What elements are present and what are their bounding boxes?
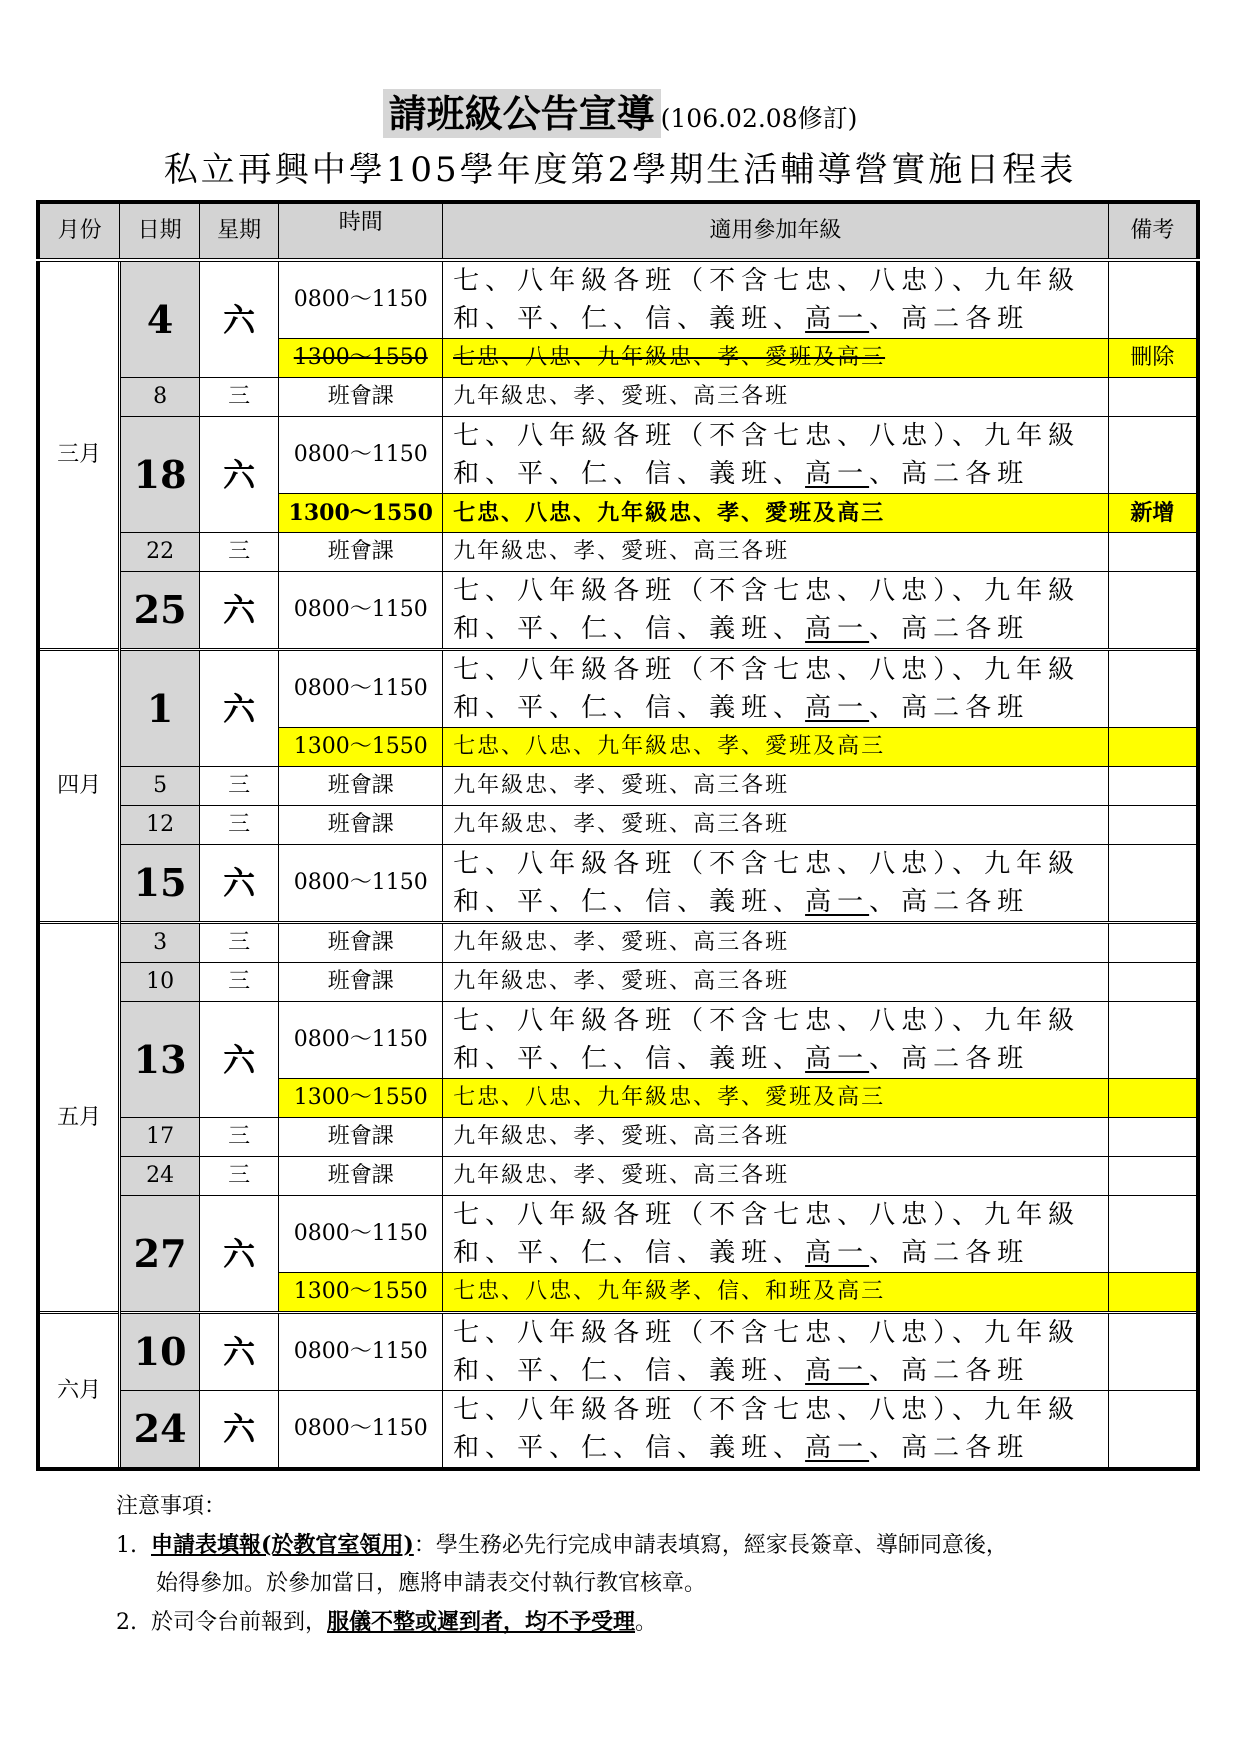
time-cell: 1300～1550	[279, 728, 443, 767]
table-row	[38, 1196, 1198, 1273]
weekday-cell: 三	[199, 1118, 279, 1157]
grade-cell: 七、八年級各班（不含七忠、八忠）、九年級 和、平、仁、信、義班、高一、高二各班	[443, 1002, 1109, 1079]
grade-cell: 七、八年級各班（不含七忠、八忠）、九年級 和、平、仁、信、義班、高一、高二各班	[443, 1313, 1109, 1391]
weekday-cell: 三	[199, 963, 279, 1002]
remark-cell	[1108, 923, 1198, 963]
grade-cell: 九年級忠、孝、愛班、高三各班	[443, 806, 1109, 845]
table-header-row	[38, 202, 1198, 260]
time-cell: 班會課	[279, 767, 443, 806]
grade-cell: 九年級忠、孝、愛班、高三各班	[443, 963, 1109, 1002]
weekday-cell: 六	[199, 1002, 279, 1118]
table-row	[38, 923, 1198, 963]
grade-cell: 七忠、八忠、九年級孝、信、和班及高三	[443, 1273, 1109, 1313]
note-item-2: 2. 於司令台前報到，服儀不整或遲到者，均不予受理。	[116, 1609, 658, 1635]
weekday-cell: 六	[199, 1196, 279, 1313]
time-cell: 1300～1550	[279, 1273, 443, 1313]
grade-cell: 九年級忠、孝、愛班、高三各班	[443, 1157, 1109, 1196]
date-cell: 24	[120, 1391, 200, 1470]
weekday-cell: 三	[199, 806, 279, 845]
grade-cell: 七、八年級各班（不含七忠、八忠）、九年級 和、平、仁、信、義班、高一、高二各班	[443, 572, 1109, 650]
notes-section	[116, 1488, 1196, 1642]
table-row	[38, 1313, 1198, 1391]
weekday-cell: 三	[199, 767, 279, 806]
time-cell: 0800～1150	[279, 1313, 443, 1391]
grade-cell: 七忠、八忠、九年級忠、孝、愛班及高三	[443, 728, 1109, 767]
month-cell-april: 四月	[38, 650, 120, 923]
weekday-cell: 六	[199, 1313, 279, 1391]
page-subtitle: 私立再興中學105學年度第2學期生活輔導營實施日程表	[163, 150, 1077, 190]
table-row	[38, 378, 1198, 417]
grade-cell: 九年級忠、孝、愛班、高三各班	[443, 923, 1109, 963]
table-row	[38, 1118, 1198, 1157]
time-cell: 0800～1150	[279, 650, 443, 728]
header-month: 月份	[38, 202, 120, 260]
remark-cell: 刪除	[1108, 339, 1198, 378]
remark-cell	[1108, 650, 1198, 728]
time-cell: 班會課	[279, 1157, 443, 1196]
table-row	[38, 1391, 1198, 1470]
remark-cell	[1108, 806, 1198, 845]
schedule-table	[36, 200, 1200, 1471]
page-title	[0, 88, 1240, 145]
date-cell: 1	[120, 650, 200, 767]
month-cell-june: 六月	[38, 1313, 120, 1470]
month-cell-may: 五月	[38, 923, 120, 1313]
date-cell: 4	[120, 260, 200, 378]
weekday-cell: 三	[199, 923, 279, 963]
table-row	[38, 417, 1198, 494]
remark-cell	[1108, 767, 1198, 806]
remark-cell	[1108, 533, 1198, 572]
grade-cell: 七、八年級各班（不含七忠、八忠）、九年級 和、平、仁、信、義班、高一、高二各班	[443, 1391, 1109, 1470]
notes-heading: 注意事項：	[116, 1494, 227, 1519]
weekday-cell: 六	[199, 260, 279, 378]
table-row	[38, 806, 1198, 845]
remark-cell: 新增	[1108, 494, 1198, 533]
month-cell-march: 三月	[38, 260, 120, 650]
date-cell: 10	[120, 963, 200, 1002]
weekday-cell: 三	[199, 1157, 279, 1196]
table-row	[38, 1157, 1198, 1196]
remark-cell	[1108, 1157, 1198, 1196]
time-cell: 班會課	[279, 806, 443, 845]
date-cell: 18	[120, 417, 200, 533]
weekday-cell: 六	[199, 845, 279, 923]
remark-cell	[1108, 1391, 1198, 1470]
date-cell: 12	[120, 806, 200, 845]
remark-cell	[1108, 1002, 1198, 1079]
remark-cell	[1108, 378, 1198, 417]
table-row	[38, 845, 1198, 923]
weekday-cell: 六	[199, 650, 279, 767]
date-cell: 27	[120, 1196, 200, 1313]
table-row	[38, 1002, 1198, 1079]
header-weekday: 星期	[199, 202, 279, 260]
time-cell: 班會課	[279, 378, 443, 417]
grade-cell: 七忠、八忠、九年級忠、孝、愛班及高三	[443, 339, 1109, 378]
time-cell: 1300～1550	[279, 339, 443, 378]
remark-cell	[1108, 572, 1198, 650]
revision-date: (106.02.08修訂)	[660, 104, 858, 133]
grade-cell: 七、八年級各班（不含七忠、八忠）、九年級 和、平、仁、信、義班、高一、高二各班	[443, 845, 1109, 923]
time-cell: 0800～1150	[279, 845, 443, 923]
date-cell: 15	[120, 845, 200, 923]
remark-cell	[1108, 1118, 1198, 1157]
time-cell: 0800～1150	[279, 572, 443, 650]
remark-cell	[1108, 417, 1198, 494]
date-cell: 25	[120, 572, 200, 650]
header-remark: 備考	[1108, 202, 1198, 260]
weekday-cell: 六	[199, 572, 279, 650]
remark-cell	[1108, 1273, 1198, 1313]
time-cell: 1300～1550	[279, 494, 443, 533]
grade-cell: 七忠、八忠、九年級忠、孝、愛班及高三	[443, 1079, 1109, 1118]
date-cell: 13	[120, 1002, 200, 1118]
time-cell: 0800～1150	[279, 260, 443, 339]
header-time: 時間	[279, 202, 443, 260]
time-cell: 0800～1150	[279, 1196, 443, 1273]
weekday-cell: 三	[199, 378, 279, 417]
date-cell: 5	[120, 767, 200, 806]
title-highlight: 請班級公告宣導	[383, 89, 661, 138]
header-grade: 適用參加年級	[443, 202, 1109, 260]
date-cell: 3	[120, 923, 200, 963]
time-cell: 班會課	[279, 963, 443, 1002]
date-cell: 24	[120, 1157, 200, 1196]
remark-cell	[1108, 1313, 1198, 1391]
remark-cell	[1108, 728, 1198, 767]
date-cell: 22	[120, 533, 200, 572]
table-row	[38, 260, 1198, 339]
time-cell: 1300～1550	[279, 1079, 443, 1118]
remark-cell	[1108, 1196, 1198, 1273]
weekday-cell: 六	[199, 417, 279, 533]
grade-cell: 九年級忠、孝、愛班、高三各班	[443, 1118, 1109, 1157]
remark-cell	[1108, 1079, 1198, 1118]
grade-cell: 七、八年級各班（不含七忠、八忠）、九年級 和、平、仁、信、義班、高一、高二各班	[443, 417, 1109, 494]
time-cell: 0800～1150	[279, 1391, 443, 1470]
time-cell: 班會課	[279, 923, 443, 963]
grade-cell: 九年級忠、孝、愛班、高三各班	[443, 533, 1109, 572]
grade-cell: 七、八年級各班（不含七忠、八忠）、九年級 和、平、仁、信、義班、高一、高二各班	[443, 650, 1109, 728]
date-cell: 8	[120, 378, 200, 417]
header-date: 日期	[120, 202, 200, 260]
grade-cell: 七、八年級各班（不含七忠、八忠）、九年級 和、平、仁、信、義班、高一、高二各班	[443, 1196, 1109, 1273]
table-row	[38, 572, 1198, 650]
time-cell: 0800～1150	[279, 417, 443, 494]
remark-cell	[1108, 260, 1198, 339]
time-cell: 班會課	[279, 533, 443, 572]
grade-cell: 七、八年級各班（不含七忠、八忠）、九年級 和、平、仁、信、義班、高一、高二各班	[443, 260, 1109, 339]
table-row	[38, 650, 1198, 728]
time-cell: 0800～1150	[279, 1002, 443, 1079]
grade-cell: 九年級忠、孝、愛班、高三各班	[443, 378, 1109, 417]
time-cell: 班會課	[279, 1118, 443, 1157]
grade-cell: 七忠、八忠、九年級忠、孝、愛班及高三	[443, 494, 1109, 533]
weekday-cell: 三	[199, 533, 279, 572]
table-row	[38, 963, 1198, 1002]
date-cell: 17	[120, 1118, 200, 1157]
weekday-cell: 六	[199, 1391, 279, 1470]
note-item-1: 1. 申請表填報(於教官室領用)：學生務必先行完成申請表填寫，經家長簽章、導師同意後，	[116, 1532, 1008, 1558]
grade-cell: 九年級忠、孝、愛班、高三各班	[443, 767, 1109, 806]
remark-cell	[1108, 845, 1198, 923]
date-cell: 10	[120, 1313, 200, 1391]
table-row	[38, 767, 1198, 806]
note-item-1-continued: 始得參加。於參加當日，應將申請表交付執行教官核章。	[156, 1571, 707, 1596]
table-row	[38, 533, 1198, 572]
remark-cell	[1108, 963, 1198, 1002]
